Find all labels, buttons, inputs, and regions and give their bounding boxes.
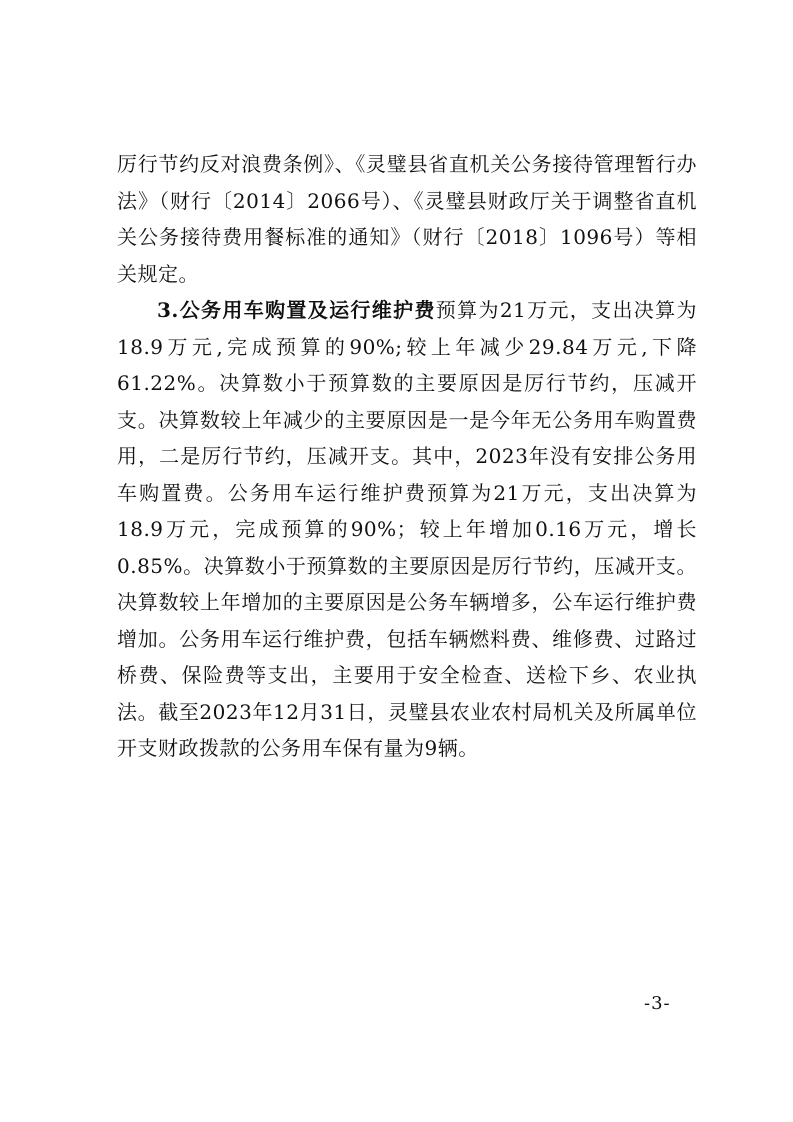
page-number: -3- bbox=[644, 993, 671, 1014]
document-body bbox=[117, 146, 697, 767]
paragraph-vehicle-expenses bbox=[117, 292, 697, 767]
vehicle-expenses-heading: 3.公务用车购置及运行维护费 bbox=[157, 298, 436, 322]
paragraph-continuation: 厉行节约反对浪费条例》、《灵璧县省直机关公务接待管理暂行办法》（财行〔2014〕2066号）、《灵璧县财政厅关于调整省直机关公务接待费用餐标准的通知》（财行〔2018〕1096号）等相关规定。 bbox=[117, 152, 697, 286]
vehicle-expenses-body: 预算为21万元，支出决算为18.9万元,完成预算的90%;较上年减少29.84万元,下降61.22%。决算数小于预算数的主要原因是厉行节约，压减开支。决算数较上年减少的主要原因是一是今年无公务用车购置费用，二是厉行节约，压减开支。其中，2023年没有安排公务用车购置费。公务用车运行维护费预算为21万元，支出决算为18.9万元，完成预算的90%；较上年增加0.16万元，增长0.85%。决算数小于预算数的主要原因是厉行节约，压减开支。决算数较上年增加的主要原因是公务车辆增多，公车运行维护费增加。公务用车运行维护费，包括车辆燃料费、维修费、过路过桥费、保险费等支出，主要用于安全检查、送检下乡、农业执法。截至2023年12月31日，灵璧县农业农村局机关及所属单位开支财政拨款的公务用车保有量为9辆。 bbox=[117, 298, 697, 760]
